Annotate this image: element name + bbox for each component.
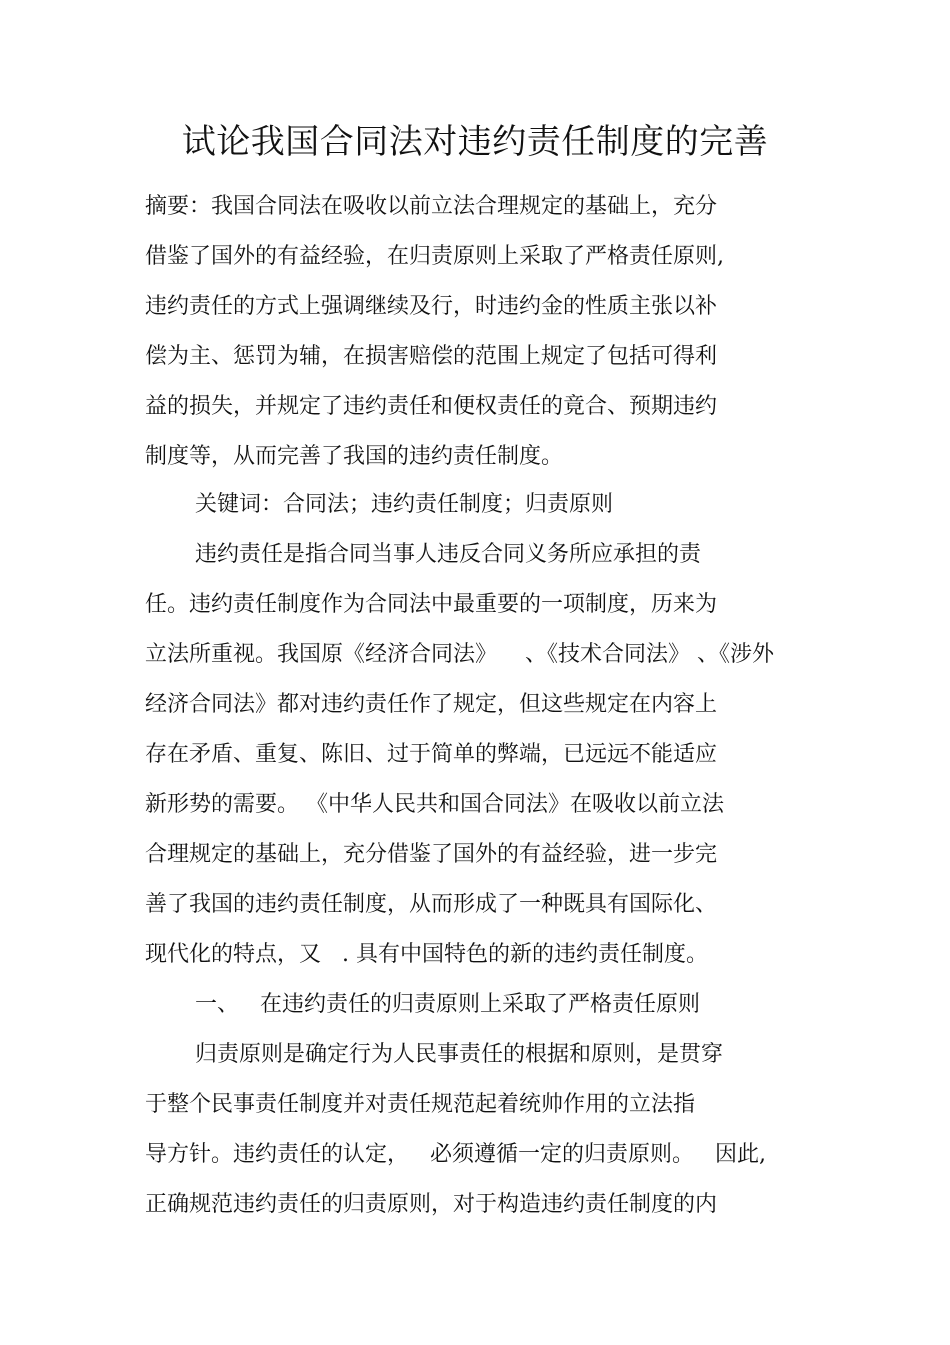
section-heading: 一、 在违约责任的归责原则上采取了严格责任原则 — [195, 992, 700, 1017]
page-title: 试论我国合同法对违约责任制度的完善 — [181, 122, 769, 162]
abstract-line: 制度等，从而完善了我国的违约责任制度。 — [145, 444, 564, 469]
body-line: 正确规范违约责任的归责原则，对于构造违约责任制度的内 — [145, 1192, 718, 1217]
body-line: 善了我国的违约责任制度，从而形成了一种既具有国际化、 — [145, 892, 718, 917]
body-line: 合理规定的基础上，充分借鉴了国外的有益经验，进一步完 — [145, 842, 718, 867]
body-line: 立法所重视。我国原《经济合同法》 、《技术合同法》 、《涉外 — [145, 642, 774, 667]
body-line: 经济合同法》都对违约责任作了规定，但这些规定在内容上 — [145, 692, 718, 717]
body-line: 新形势的需要。 《中华人民共和国合同法》在吸收以前立法 — [145, 792, 724, 817]
abstract-line: 偿为主、惩罚为辅，在损害赔偿的范围上规定了包括可得利 — [145, 344, 718, 369]
abstract-line: 摘要：我国合同法在吸收以前立法合理规定的基础上，充分 — [145, 194, 718, 219]
body-line: 归责原则是确定行为人民事责任的根据和原则，是贯穿 — [195, 1042, 724, 1067]
body-line: 存在矛盾、重复、陈旧、过于简单的弊端，已远远不能适应 — [145, 742, 718, 767]
abstract-line: 违约责任的方式上强调继续及行，时违约金的性质主张以补 — [145, 294, 718, 319]
abstract-line: 借鉴了国外的有益经验，在归责原则上采取了严格责任原则, — [145, 244, 724, 269]
keywords-line: 关键词：合同法；违约责任制度；归责原则 — [195, 492, 614, 517]
body-line: 违约责任是指合同当事人违反合同义务所应承担的责 — [195, 542, 702, 567]
body-line: 于整个民事责任制度并对责任规范起着统帅作用的立法指 — [145, 1092, 696, 1117]
body-line: 导方针。违约责任的认定， 必须遵循一定的归责原则。 因此, — [145, 1142, 766, 1167]
body-line: 现代化的特点，又 . 具有中国特色的新的违约责任制度。 — [145, 942, 708, 967]
abstract-line: 益的损失，并规定了违约责任和便权责任的竟合、预期违约 — [145, 394, 718, 419]
body-line: 任。违约责任制度作为合同法中最重要的一项制度，历来为 — [145, 592, 718, 617]
